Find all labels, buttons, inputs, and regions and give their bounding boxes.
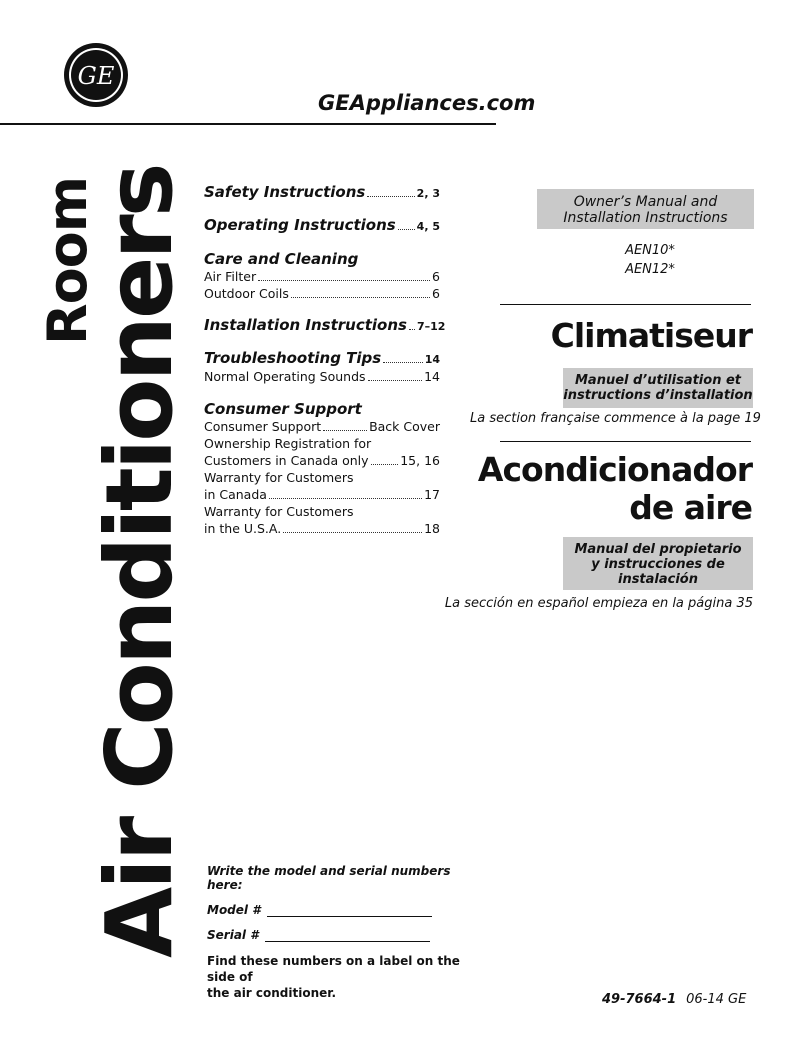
toc-item-line: Ownership Registration for <box>204 436 372 451</box>
toc-item-line: Warranty for Customers <box>204 470 354 485</box>
model-label: Model # <box>207 903 261 917</box>
owners-manual-box: Owner’s Manual and Installation Instructions <box>537 189 754 229</box>
toc-care-heading: Care and Cleaning <box>204 250 359 268</box>
title-room: Room <box>36 176 99 345</box>
website-url[interactable]: GEAppliances.com <box>318 91 536 115</box>
toc-installation: Installation Instructions 7–12 <box>204 316 446 334</box>
toc-item: Air Filter 6 <box>204 269 440 284</box>
toc-safety: Safety Instructions 2, 3 <box>204 183 440 201</box>
toc-consumer-heading: Consumer Support <box>204 400 362 418</box>
svg-text:GE: GE <box>77 62 115 90</box>
french-heading: Climatiseur <box>550 316 752 355</box>
french-manual-box: Manuel d’utilisation et instructions d’installation <box>563 368 753 408</box>
model-serial-form <box>207 864 477 1001</box>
model-field[interactable] <box>207 903 477 917</box>
spanish-heading: Acondicionador de aire <box>477 450 752 527</box>
toc-item: Customers in Canada only 15, 16 <box>204 453 440 468</box>
form-prompt: Write the model and serial numbers here: <box>207 864 451 892</box>
title-air-conditioners: Air Conditioners <box>86 165 193 958</box>
toc-troubleshooting: Troubleshooting Tips 14 <box>204 349 440 367</box>
spanish-section-note: La sección en español empieza en la página 35 <box>444 596 753 611</box>
document-number: 49-7664-1 06-14 GE <box>602 992 747 1007</box>
toc-item: Outdoor Coils 6 <box>204 286 440 301</box>
toc-item: Normal Operating Sounds 14 <box>204 369 440 384</box>
toc-item: Consumer Support Back Cover <box>204 419 440 434</box>
model-numbers: AEN10* AEN12* <box>625 243 675 277</box>
header-rule <box>0 123 496 125</box>
serial-field[interactable] <box>207 928 477 942</box>
toc-item: in Canada 17 <box>204 487 440 502</box>
serial-write-line[interactable] <box>265 928 430 942</box>
spanish-manual-box: Manual del propietario y instrucciones de instalación <box>563 537 753 590</box>
toc-operating: Operating Instructions 4, 5 <box>204 216 440 234</box>
model-write-line[interactable] <box>267 903 432 917</box>
ge-logo <box>63 42 129 108</box>
serial-label: Serial # <box>207 928 259 942</box>
table-of-contents <box>204 183 446 537</box>
toc-item: in the U.S.A. 18 <box>204 521 440 536</box>
section-rule <box>500 304 751 305</box>
find-numbers-note: Find these numbers on a label on the side of the air conditioner. <box>207 954 460 1000</box>
french-section-note: La section française commence à la page 19 <box>470 411 761 426</box>
section-rule <box>500 441 751 442</box>
toc-item-line: Warranty for Customers <box>204 504 354 519</box>
